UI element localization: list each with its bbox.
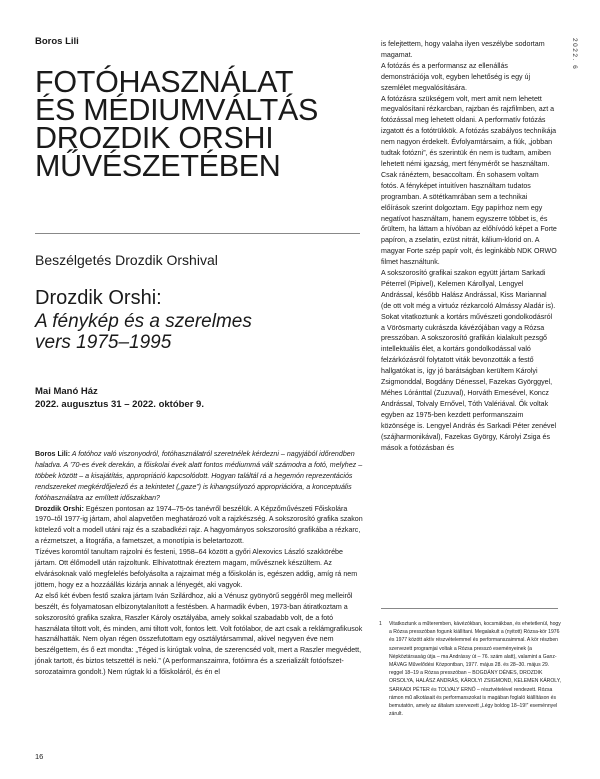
paragraph-text: A fotóhoz való viszonyodról, fotóhasználatról szeretnélek kérdezni – nagyjából időrendben haladva. A ’70-es évek derekán, a főiskolai évek alatt fontos médiummá vált számodra a fotó, melyhez – többek között – a kisajátítás, appropriáció kapcsolódott. Hogyan találtál rá a hegemón reprezentációs rendszereket megkérdőjelező és a tekintetet („gaze”) is kihangsúlyozó appropriációra, a konceptuális fotóhasználatra az említett időszakban? bbox=[35, 450, 363, 502]
paragraph-text: Az első két évben festő szakra jártam Iván Szilárdhoz, aki a Vénusz gyönyörű seggéről meg melleiről beszélt, és folyamatosan elbizonytalanított a festésben. A harmadik évben, 1973-ban átiratkoztam a sokszorosító grafika szakra, Raszler Károly osztályába, amely sokkal szabadabb volt, de a fotó használata tiltott volt, és minden, ami tiltott volt, fontos lett. Volt fotólabor, de azt csak a reklámgrafikusok használhatták. Nem olyan régen összefutottam egy osztálytársammal, akivel negyven éve nem beszélgettem, és ő ezt mondta: „Téged is kirúgtak volna, de szerencséd volt, mert a Raszler megvédett, jónak tartott, és biztos tetszettél is neki.” (A performanszaimra, fotóimra és a szerializált fotóofszet-sorozataimra gondolt.) Nem rúgtak ki a főiskoláról, és én el bbox=[35, 591, 363, 677]
title-divider bbox=[35, 233, 360, 234]
exhibition-title-line: A fénykép és a szerelmes bbox=[35, 311, 252, 332]
left-column-text bbox=[35, 449, 365, 678]
title-line: DROZDIK ORSHI bbox=[35, 121, 274, 155]
right-column-text bbox=[381, 39, 558, 453]
exhibition-title-line: vers 1975–1995 bbox=[35, 332, 172, 353]
author-name: Boros Lili bbox=[35, 36, 79, 47]
body-paragraph bbox=[35, 591, 365, 678]
paragraph-text: Tízéves koromtól tanultam rajzolni és festeni, 1958–64 között a győri Alexovics László szakkörébe jártam. Ott élőmodell után rajzoltunk. Elhivatottnak éreztem magam, művésznek készültem. Az elvárásoknak való megfelelés befolyásolta a rajzaimat még a főiskolán is, egészen addig, amíg rá nem jöttem, hogy ez a hozzáállás kizárja annak a lényegét, aki vagyok. bbox=[35, 548, 358, 589]
issue-tag: 2022. 6 bbox=[571, 38, 578, 71]
article-subtitle: Beszélgetés Drozdik Orshival bbox=[35, 252, 218, 268]
body-paragraph bbox=[35, 547, 365, 591]
body-paragraph bbox=[35, 449, 365, 504]
exhibition-info bbox=[35, 385, 204, 411]
speaker-name: Boros Lili: bbox=[35, 450, 71, 458]
footnote-divider bbox=[381, 608, 558, 609]
body-paragraph: A fotózásra szükségem volt, mert amit nem lehetett megvalósítani rézkarcban, rajzban és rajzfilmben, azt a fotózással meg lehetett oldani. A performatív fotózás izgatott és a fotótrükkök. A fotózás szabályos technikája nem nagyon érdekelt. Évfolyamtársaim, a fiúk, „jobban tudtak fotózni”, és szerintük én nem is tudtam, amiben lehetett némi igazság, mert fénymérőt se használtam. Csak ránéztem, besaccoltam. Én sohasem voltam fotós. A fényképet intuitíven használtam tudatos programban. A sötétkamrában sem a technikai előírások szerint dolgoztam. Egy papírhoz nem egy negatívot használtam, hanem egyszerre többet is, és őrültem, ha láttam a hívóban az előhívódó képet a Forte papíron, a zselatin, ezüst nitrát, kálium-klorid on. A magyar Forte szép papír volt, és leginkább NDK ORWO filmet használtunk. bbox=[381, 94, 557, 267]
speaker-name: Drozdik Orshi: bbox=[35, 504, 84, 513]
title-line: FOTÓHASZNÁLAT bbox=[35, 65, 294, 99]
body-paragraph: A sokszorosító grafikai szakon együtt jártam Sarkadi Péterrel (Pipivel), Kelemen Károllyal, Lengyel Andrással, később Halász Andrással, Kiss Mariannal (de ott volt még a virtuóz rézkarcoló Almássy Aladár is). Sokat vitatkoztunk a kortárs művészeti gondolkodásról a Vörösmarty cukrászda kávézójában vagy a Rózsa presszóban. A sokszorosító grafikán kialakult pezsgő intellektuális élet, a kortárs gondolkodással való felzárkózásról folytatott viták bevonzották a festő hallgatókat is, így jó barátságban kerültem Károlyi Zsigmonddal, Bogdány Dénessel, Fazekas Györggyel, Méhes Lóránttal (Zuzuval), Horváth Emesével, Koncz Andrással, Tolvaly Ernővel, Tóth Valériával. Ők voltak egyben az 1975-ben kezdett performanszaim közönsége is. Lengyel András és Sarkadi Péter zenével (szájharmonikával), Fazekas György, Károlyi Zsiga és mások a fotózásban és bbox=[381, 269, 557, 452]
exhibition-title bbox=[35, 311, 335, 353]
page-number: 16 bbox=[35, 752, 44, 761]
footnote-number: 1 bbox=[379, 621, 382, 627]
body-paragraph: A fotózás és a performansz az ellenállás demonstrációja volt, egyben lehetőség is egy új szemlélet megvalósítására. bbox=[381, 61, 531, 92]
body-paragraph: is felejtettem, hogy valaha ilyen veszélybe sodortam magamat. bbox=[381, 40, 545, 59]
body-paragraph bbox=[35, 504, 365, 548]
title-line: MŰVÉSZETÉBEN bbox=[35, 149, 281, 183]
article-title bbox=[35, 65, 355, 183]
exhibition-dates: 2022. augusztus 31 – 2022. október 9. bbox=[35, 399, 204, 410]
paragraph-text: Egészen pontosan az 1974–75-ös tanévről beszélük. A Képzőművészeti Főiskolára 1970–től 1977-ig jártam, ahol alapvetően meghatározó volt a rajzkészség. A sokszorosító grafika szakon kötelező volt a modell utáni rajz és a szabadkézi rajz. A hagyományos sokszorosító grafikába a rézkarc, a rézmetszet, a litográfia, a fametszet, a monotípia is beletartozott. bbox=[35, 504, 363, 546]
footnote-text: Vitatkoztunk a műteremben, kávézókban, kocsmákban, és ehetetlenül, hogy a Rózsa presszóban fogunk kiállítani. Megalakult a (nyitott) Rózsa-kör 1976 és 1977 között aktív részvételemmel és performanszaimmal. A kör részben szervezett programjai voltak a Rózsa presszó eseményeinek (a Népköztársaság útja – ma Andrássy út – 76. szám alatt), valamint a Ganz-MÁVAG Művelődési Központban, 1977. május 28. és 28–30. május 29. reggel 18–19 a Rózsa presszóban – BOGDÁNY DÉNES, DROZDIK ORSOLYA, HALÁSZ ANDRÁS, KÁROLYI ZSIGMOND, KELEMEN KÁROLY, SARKADI PÉTER és TOLVALY ERNŐ – résztvételével rendezett. Rózsa rámon mű alkotásait és performanszokat is magában foglaló kiállításon és bemutatón, amely az általam szervezett „Légy boldog 18–19!” eseménnyel zárult. bbox=[389, 621, 561, 718]
footnote bbox=[381, 620, 561, 718]
exhibition-venue: Mai Manó Ház bbox=[35, 386, 98, 397]
exhibition-artist: Drozdik Orshi: bbox=[35, 287, 162, 309]
title-line: ÉS MÉDIUMVÁLTÁS bbox=[35, 93, 319, 127]
